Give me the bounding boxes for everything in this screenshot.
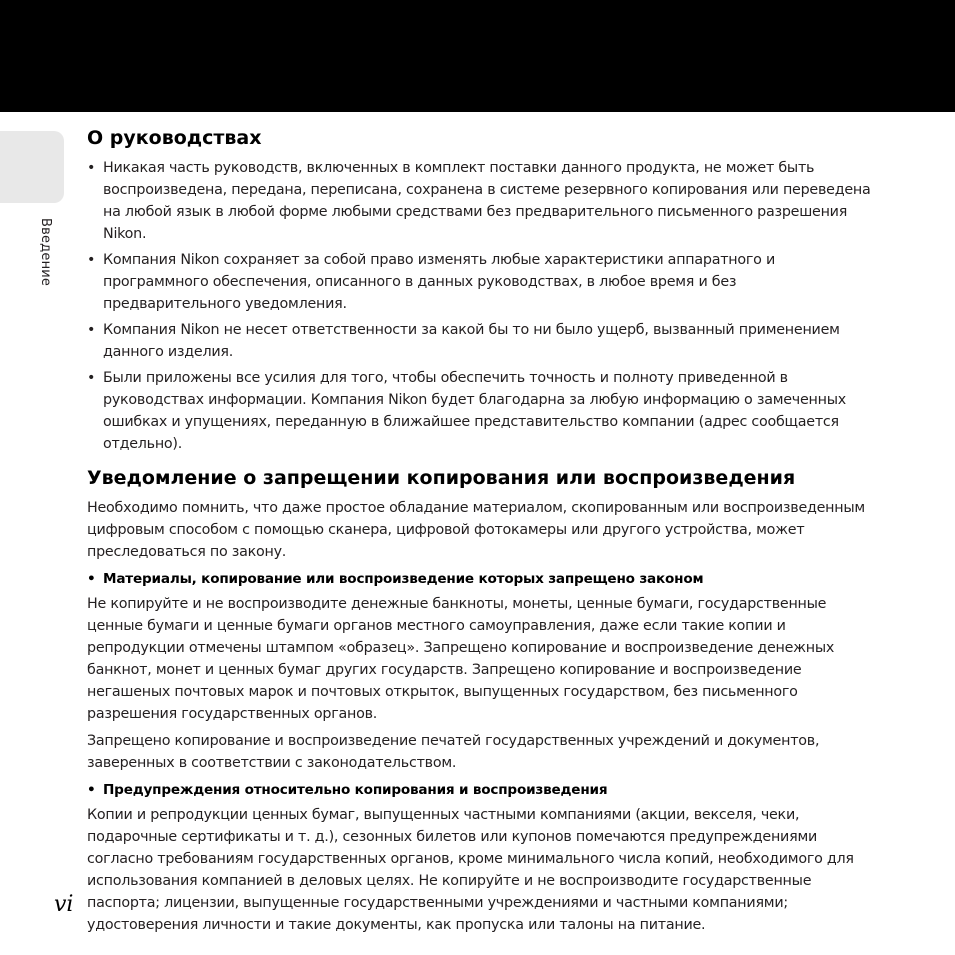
section-label: Введение xyxy=(38,218,53,287)
section-title-copying: Уведомление о запрещении копирования или воспроизведения xyxy=(87,467,796,489)
manuals-notice-list xyxy=(87,157,877,455)
prohibited-paragraph-1: Не копируйте и не воспроизводите денежные банкноты, монеты, ценные бумаги, государственные ценные бумаги и ценные бумаги органов местного самоуправления, даже если такие копии и репродукции отмечены штампом «образец». Запрещено копирование и воспроизведение денежных банкнот, монет и ценных бумаг других государств. Запрещено копирование и воспроизведение негашеных почтовых марок и почтовых открыток, выпущенных государством, без письменного разрешения государственных органов. xyxy=(87,596,835,722)
copying-intro: Необходимо помнить, что даже простое обладание материалом, скопированным или воспроизведенным цифровым способом с помощью сканера, цифровой фотокамеры или другого устройства, может преследоваться по закону. xyxy=(87,500,865,560)
page-content xyxy=(87,124,877,941)
header-band xyxy=(0,0,955,112)
section-title-manuals: О руководствах xyxy=(87,127,262,149)
page-number: vi xyxy=(54,892,74,917)
list-item: • Компания Nikon сохраняет за собой право изменять любые характеристики аппаратного и программного обеспечения, описанного в данных руководствах, в любое время и без предварительного уведомления. xyxy=(87,249,877,315)
list-item: • Компания Nikon не несет ответственности за какой бы то ни было ущерб, вызванный применением данного изделия. xyxy=(87,319,877,363)
subheading-prohibited: • Материалы, копирование или воспроизведение которых запрещено законом xyxy=(87,568,877,590)
warnings-paragraph: Копии и репродукции ценных бумаг, выпущенных частными компаниями (акции, векселя, чеки, подарочные сертификаты и т. д.), сезонных билетов или купонов помечаются предупреждениями согласно требованиям государственных органов, кроме минимального числа копий, необходимого для использования компанией в деловых целях. Не копируйте и не воспроизводите государственные паспорта; лицензии, выпущенные государственными учреждениями и частными компаниями; удостоверения личности и такие документы, как пропуска или талоны на питание. xyxy=(87,807,854,933)
section-tab xyxy=(0,131,64,203)
list-item: • Никакая часть руководств, включенных в комплект поставки данного продукта, не может быть воспроизведена, передана, переписана, сохранена в системе резервного копирования или переведена на любой язык в любой форме любыми средствами без предварительного письменного разрешения Nikon. xyxy=(87,157,877,245)
prohibited-paragraph-2: Запрещено копирование и воспроизведение печатей государственных учреждений и документов, заверенных в соответствии с законодательством. xyxy=(87,733,820,771)
subheading-warnings: • Предупреждения относительно копирования и воспроизведения xyxy=(87,779,877,801)
list-item: • Были приложены все усилия для того, чтобы обеспечить точность и полноту приведенной в руководствах информации. Компания Nikon будет благодарна за любую информацию о замеченных ошибках и упущениях, переданную в ближайшее представительство компании (адрес сообщается отдельно). xyxy=(87,367,877,455)
